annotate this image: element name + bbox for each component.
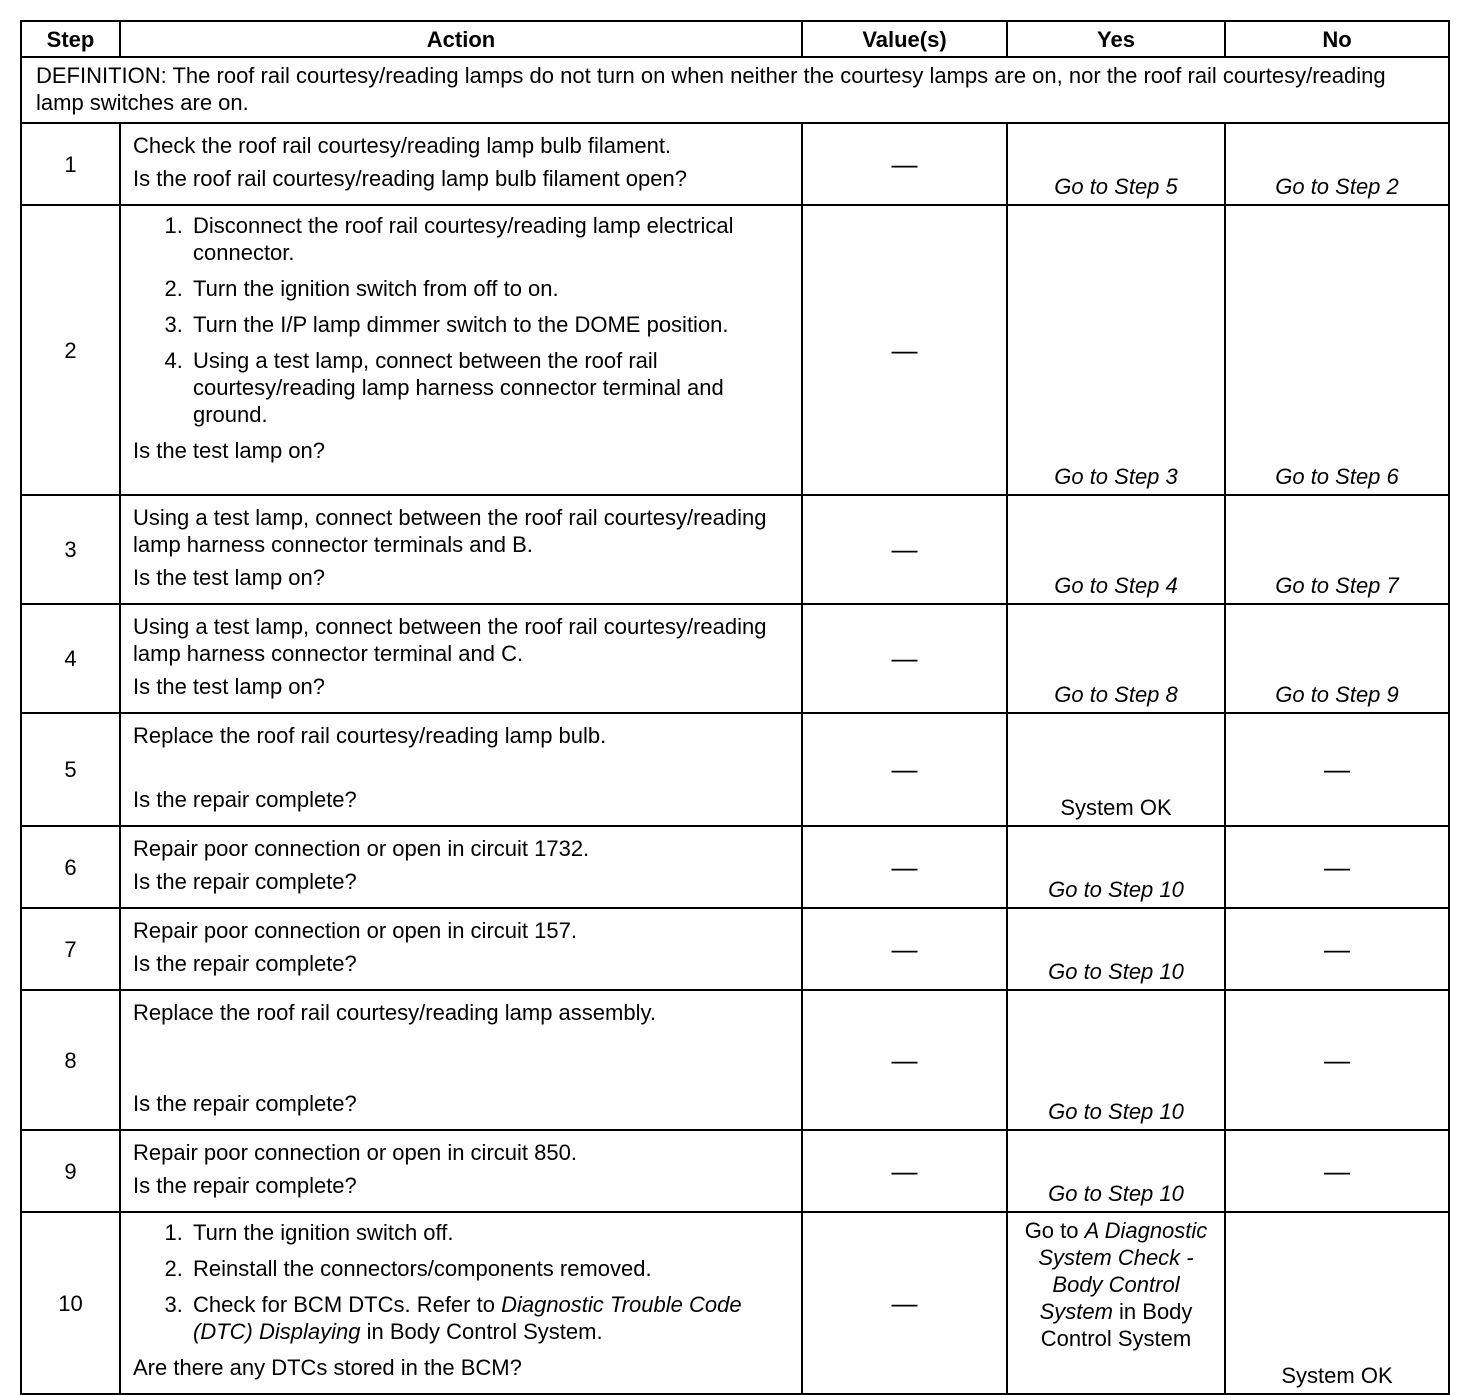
no-cell: — [1225, 990, 1449, 1130]
no-cell: — [1225, 826, 1449, 908]
step-number: 3 [21, 495, 120, 604]
value-cell: — [802, 205, 1007, 495]
step-number: 8 [21, 990, 120, 1130]
action-text: Repair poor connection or open in circuit 157. [133, 918, 577, 943]
table-row [21, 826, 1449, 908]
substep-list [133, 1219, 791, 1345]
table-row [21, 604, 1449, 713]
action-cell [120, 205, 802, 495]
table-row [21, 205, 1449, 495]
yes-suffix: in Body Control System [1040, 1299, 1193, 1351]
substep-text: Check for BCM DTCs. Refer to [193, 1292, 502, 1317]
action-text: Using a test lamp, connect between the roof rail courtesy/reading lamp harness connector terminal and C. [133, 614, 767, 666]
header-row [21, 21, 1449, 57]
yes-cell: Go to Step 4 [1007, 495, 1225, 604]
action-cell [120, 604, 802, 713]
spacer [133, 755, 791, 782]
substep-item: 1. Turn the ignition switch off. [189, 1219, 791, 1246]
action-text: Replace the roof rail courtesy/reading lamp bulb. [133, 723, 607, 748]
value-cell: — [802, 826, 1007, 908]
action-question: Is the repair complete? [133, 869, 357, 894]
action-text: Repair poor connection or open in circuit 1732. [133, 836, 590, 861]
step-number: 1 [21, 123, 120, 205]
substep-item: 4. Using a test lamp, connect between the roof rail courtesy/reading lamp harness connector terminal and ground. [189, 347, 791, 428]
definition-text: DEFINITION: The roof rail courtesy/reading lamps do not turn on when neither the courtesy lamps are on, nor the roof rail courtesy/reading lamp switches are on. [21, 57, 1449, 123]
no-cell: — [1225, 713, 1449, 826]
table-row [21, 495, 1449, 604]
action-cell [120, 990, 802, 1130]
no-cell: Go to Step 9 [1225, 604, 1449, 713]
step-number: 5 [21, 713, 120, 826]
action-text: Repair poor connection or open in circuit 850. [133, 1140, 577, 1165]
step-number: 6 [21, 826, 120, 908]
step-number: 4 [21, 604, 120, 713]
substep-item [189, 1291, 791, 1345]
action-question: Are there any DTCs stored in the BCM? [133, 1355, 522, 1380]
action-question: Is the test lamp on? [133, 565, 325, 590]
header-values: Value(s) [802, 21, 1007, 57]
action-cell [120, 713, 802, 826]
action-cell [120, 123, 802, 205]
yes-cell [1007, 1212, 1225, 1394]
yes-cell: Go to Step 3 [1007, 205, 1225, 495]
substep-item: 3. Turn the I/P lamp dimmer switch to the DOME position. [189, 311, 791, 338]
no-cell: Go to Step 7 [1225, 495, 1449, 604]
value-cell: — [802, 604, 1007, 713]
table-row [21, 1130, 1449, 1212]
diagnostic-table [20, 20, 1450, 1395]
substep-text: in Body Control System. [360, 1319, 603, 1344]
action-text: Using a test lamp, connect between the roof rail courtesy/reading lamp harness connector terminals and B. [133, 505, 767, 557]
step-number: 9 [21, 1130, 120, 1212]
value-cell: — [802, 908, 1007, 990]
value-cell: — [802, 713, 1007, 826]
action-text: Check the roof rail courtesy/reading lamp bulb filament. [133, 133, 672, 158]
no-cell: System OK [1225, 1212, 1449, 1394]
table-row [21, 713, 1449, 826]
action-cell [120, 1212, 802, 1394]
step-number: 10 [21, 1212, 120, 1394]
yes-cell: Go to Step 10 [1007, 990, 1225, 1130]
yes-cell: Go to Step 10 [1007, 826, 1225, 908]
value-cell: — [802, 123, 1007, 205]
action-question: Is the repair complete? [133, 1173, 357, 1198]
no-cell: — [1225, 1130, 1449, 1212]
table-row [21, 123, 1449, 205]
substep-list [133, 212, 791, 428]
action-text: Replace the roof rail courtesy/reading lamp assembly. [133, 1000, 656, 1025]
substep-item: 2. Turn the ignition switch from off to on. [189, 275, 791, 302]
header-step: Step [21, 21, 120, 57]
table-row [21, 908, 1449, 990]
dtc-reference-link: Diagnostic Trouble Code (DTC) Displaying [193, 1292, 742, 1344]
yes-cell: Go to Step 5 [1007, 123, 1225, 205]
definition-row [21, 57, 1449, 123]
no-cell: Go to Step 2 [1225, 123, 1449, 205]
action-question: Is the test lamp on? [133, 438, 325, 463]
yes-cell: Go to Step 8 [1007, 604, 1225, 713]
spacer [133, 1032, 791, 1086]
header-yes: Yes [1007, 21, 1225, 57]
diagnostic-system-check-link: A Diagnostic System Check - Body Control System [1038, 1218, 1208, 1324]
action-question: Is the repair complete? [133, 951, 357, 976]
value-cell: — [802, 990, 1007, 1130]
action-question: Is the repair complete? [133, 787, 357, 812]
action-cell [120, 1130, 802, 1212]
value-cell: — [802, 1212, 1007, 1394]
action-question: Is the roof rail courtesy/reading lamp bulb filament open? [133, 166, 687, 191]
action-cell [120, 495, 802, 604]
yes-prefix: Go to [1024, 1218, 1085, 1243]
no-cell: Go to Step 6 [1225, 205, 1449, 495]
action-question: Is the repair complete? [133, 1091, 357, 1116]
no-cell: — [1225, 908, 1449, 990]
table-row [21, 990, 1449, 1130]
action-cell [120, 826, 802, 908]
step-number: 7 [21, 908, 120, 990]
yes-cell: Go to Step 10 [1007, 908, 1225, 990]
yes-cell: System OK [1007, 713, 1225, 826]
table-row [21, 1212, 1449, 1394]
action-cell [120, 908, 802, 990]
header-action: Action [120, 21, 802, 57]
yes-cell: Go to Step 10 [1007, 1130, 1225, 1212]
substep-item: 1. Disconnect the roof rail courtesy/reading lamp electrical connector. [189, 212, 791, 266]
value-cell: — [802, 1130, 1007, 1212]
step-number: 2 [21, 205, 120, 495]
action-question: Is the test lamp on? [133, 674, 325, 699]
substep-item: 2. Reinstall the connectors/components removed. [189, 1255, 791, 1282]
header-no: No [1225, 21, 1449, 57]
value-cell: — [802, 495, 1007, 604]
